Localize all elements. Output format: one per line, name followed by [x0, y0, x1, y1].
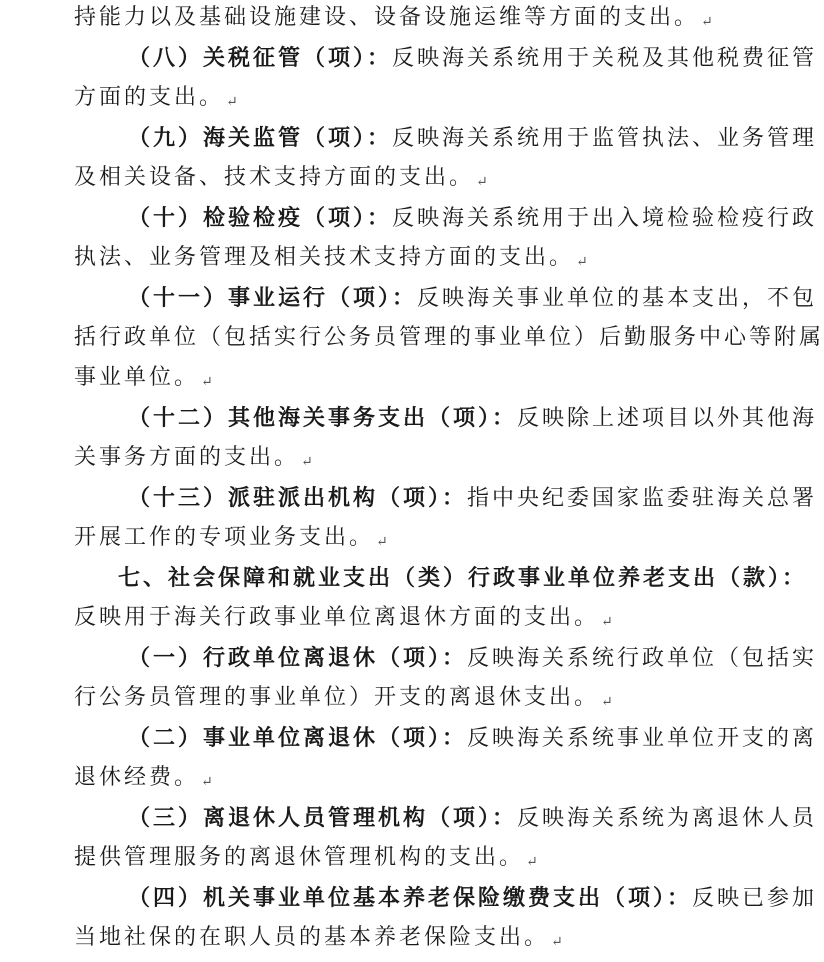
item-heading: （九）海关监管（项）： — [128, 125, 393, 151]
paragraph-mark-icon: ↵ — [226, 94, 238, 110]
item-description: 关事务方面的支出。 — [74, 445, 300, 470]
text-line — [74, 918, 563, 958]
item-description: 反映用于海关行政事业单位离退休方面的支出。 — [74, 605, 600, 630]
paragraph-mark-icon: ↵ — [201, 774, 213, 790]
paragraph-mark-icon: ↵ — [526, 854, 538, 870]
text-line — [74, 318, 824, 358]
item-description: 反映除上述项目以外其他海 — [517, 406, 818, 431]
text-line — [74, 0, 713, 38]
item-description: 反映海关系统用于关税及其他税费征管 — [392, 46, 818, 71]
item-heading: （十二）其他海关事务支出（项）： — [128, 405, 518, 431]
item-description: 退休经费。 — [74, 765, 200, 790]
text-line — [74, 438, 313, 478]
item-description: 反映海关系统事业单位开支的离 — [467, 726, 818, 751]
item-description: 及相关设备、技术支持方面的支出。 — [74, 165, 475, 190]
text-line — [128, 278, 817, 318]
text-line — [74, 78, 238, 118]
paragraph-mark-icon: ↵ — [601, 614, 613, 630]
item-description: 括行政单位（包括实行公务员管理的事业单位）后勤服务中心等附属 — [74, 325, 824, 350]
text-line — [74, 518, 388, 558]
text-line — [74, 598, 613, 638]
text-line — [128, 718, 817, 758]
item-description: 提供管理服务的离退休管理机构的支出。 — [74, 845, 525, 870]
item-description: 开展工作的专项业务支出。 — [74, 525, 375, 550]
item-description: 反映已参加 — [692, 886, 818, 911]
text-line — [74, 678, 613, 718]
item-heading: （十一）事业运行（项）： — [128, 285, 418, 311]
item-heading: （八）关税征管（项）： — [128, 45, 393, 71]
paragraph-mark-icon: ↵ — [551, 934, 563, 950]
text-line — [128, 198, 817, 238]
item-description: 当地社保的在职人员的基本养老保险支出。 — [74, 925, 550, 950]
text-line — [128, 878, 817, 918]
paragraph-mark-icon: ↵ — [576, 254, 588, 270]
item-description: 反映海关系统为离退休人员 — [517, 806, 818, 831]
paragraph-mark-icon: ↵ — [701, 14, 713, 30]
item-description: 方面的支出。 — [74, 85, 225, 110]
paragraph-mark-icon: ↵ — [301, 454, 313, 470]
item-description: 指中央纪委国家监委驻海关总署 — [467, 486, 818, 511]
paragraph-mark-icon: ↵ — [601, 694, 613, 710]
item-description: 反映海关系统用于出入境检验检疫行政 — [392, 206, 818, 231]
text-line — [74, 358, 213, 398]
item-heading: （三）离退休人员管理机构（项）： — [128, 805, 518, 831]
item-description: 持能力以及基础设施建设、设备设施运维等方面的支出。 — [74, 5, 700, 30]
text-line — [118, 558, 807, 598]
item-description: 反映海关系统用于监管执法、业务管理 — [392, 126, 818, 151]
item-heading: 七、社会保障和就业支出（类）行政事业单位养老支出（款）： — [118, 565, 808, 591]
text-line — [128, 398, 817, 438]
text-line — [128, 798, 817, 838]
item-description: 执法、业务管理及相关技术支持方面的支出。 — [74, 245, 575, 270]
item-heading: （四）机关事业单位基本养老保险缴费支出（项）： — [128, 885, 693, 911]
paragraph-mark-icon: ↵ — [476, 174, 488, 190]
text-line — [128, 38, 817, 78]
item-description: 事业单位。 — [74, 365, 200, 390]
text-line — [74, 238, 588, 278]
item-heading: （十）检验检疫（项）： — [128, 205, 393, 231]
item-description: 行公务员管理的事业单位）开支的离退休支出。 — [74, 685, 600, 710]
item-description: 反映海关系统行政单位（包括实 — [467, 646, 818, 671]
text-line — [128, 638, 817, 678]
item-description: 反映海关事业单位的基本支出，不包 — [417, 286, 818, 311]
item-heading: （二）事业单位离退休（项）： — [128, 725, 468, 751]
text-line — [74, 158, 488, 198]
item-heading: （十三）派驻派出机构（项）： — [128, 485, 468, 511]
paragraph-mark-icon: ↵ — [376, 534, 388, 550]
text-line — [128, 478, 817, 518]
text-line — [74, 758, 213, 798]
text-line — [74, 838, 538, 878]
item-heading: （一）行政单位离退休（项）： — [128, 645, 468, 671]
paragraph-mark-icon: ↵ — [201, 374, 213, 390]
text-line — [128, 118, 817, 158]
